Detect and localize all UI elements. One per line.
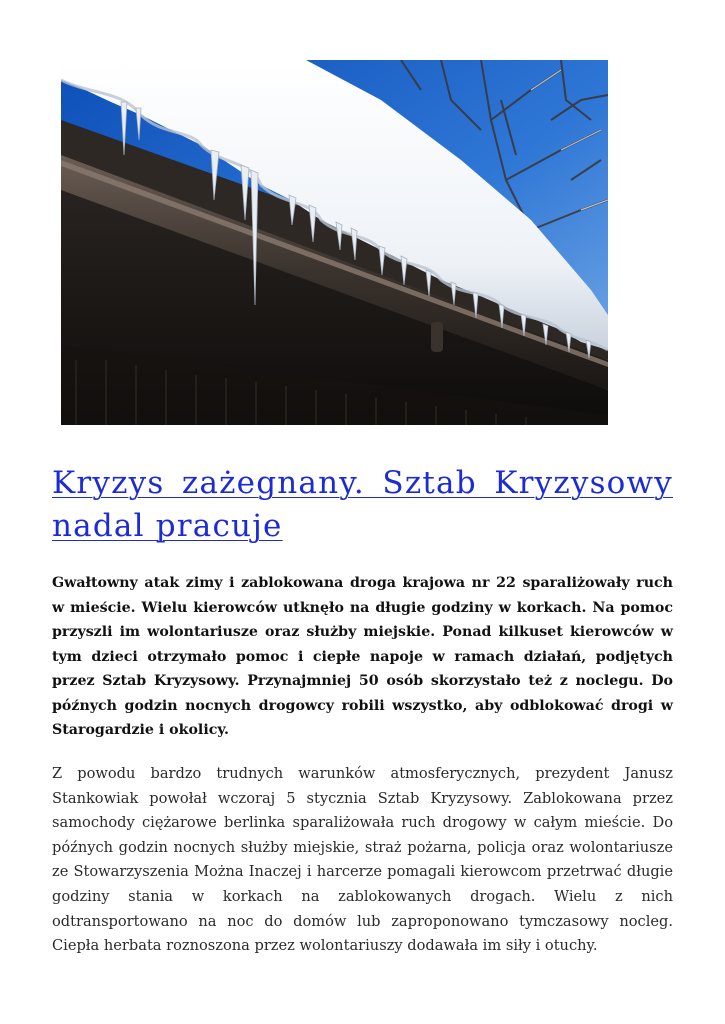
article-body: Z powodu bardzo trudnych warunków atmosferycznych, prezydent Janusz Stankowiak powołał wczoraj 5 stycznia Sztab Kryzysowy. Zablokowana przez samochody ciężarowe berlinka sparaliżowała ruch drogowy w całym mieście. Do późnych godzin nocnych służby miejskie, straż pożarna, policja oraz wolontariusze ze Stowarzyszenia Można Inaczej i harcerze pomagali kierowcom przetrwać długie godziny stania w korkach na zablokowanych drogach. Wielu z nich odtransportowano na noc do domów lub zaproponowano tymczasowy nocleg. Ciepła herbata roznoszona przez wolontariuszy dodawała im siły i otuchy. [52,765,673,955]
article-photo [61,60,608,425]
article-title[interactable] [52,462,673,548]
article-title-link[interactable]: Kryzys zażegnany. Sztab Kryzysowy nadal pracuje [52,465,673,544]
article-lead: Gwałtowny atak zimy i zablokowana droga krajowa nr 22 sparaliżowały ruch w mieście. Wielu kierowców utknęło na długie godziny w korkach. Na pomoc przyszli im wolontariusze oraz służby miejskie. Ponad kilkuset kierowców w tym dzieci otrzymało pomoc i ciepłe napoje w ramach działań, podjętych przez Sztab Kryzysowy. Przynajmniej 50 osób skorzystało też z noclegu. Do późnych godzin nocnych drogowcy robili wszystko, aby odblokować drogi w Starogardzie i okolicy. [52,575,673,738]
